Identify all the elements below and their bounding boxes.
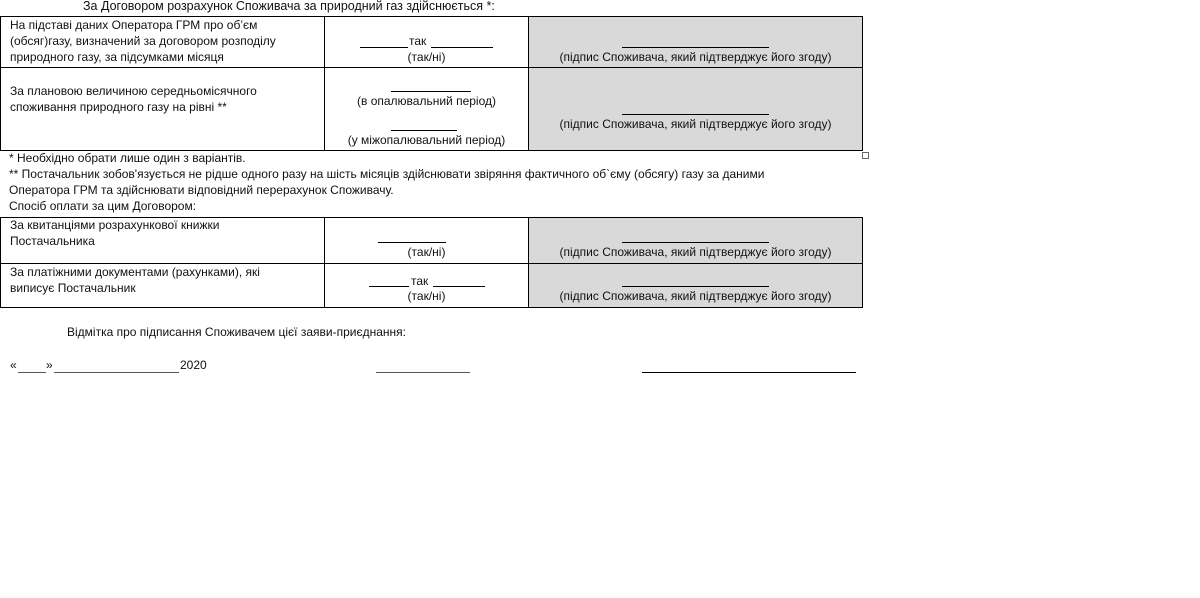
signature-caption: (підпис Споживача, який підтверджує його згоду) (559, 245, 832, 259)
payment-receipts-signature-cell[interactable] (529, 218, 863, 264)
signature-blank[interactable] (376, 372, 470, 373)
payment-calculation-heading: За Договором розрахунок Споживача за природний газ здійснюється *: (83, 0, 495, 13)
yes-no-hint: (так/ні) (407, 50, 446, 64)
non-heating-volume-blank-line[interactable] (391, 130, 457, 131)
option-planned-volume-label-cell (1, 68, 325, 151)
option-label-line: За плановою величиною середньомісячного (10, 84, 257, 98)
date-day-blank[interactable] (18, 372, 46, 373)
payment-invoices-label-cell (1, 264, 325, 308)
date-open-quote: « (10, 358, 17, 372)
option-label-line: (обсяг)газу, визначений за договором розподілу (10, 34, 276, 48)
option-label-line: Постачальника (10, 234, 95, 248)
date-year: 2020 (180, 358, 207, 372)
signing-mark-label: Відмітка про підписання Споживачем цієї заяви-приєднання: (67, 325, 406, 339)
date-close-quote: » (46, 358, 53, 372)
choice-blank-line[interactable] (369, 286, 409, 287)
heating-volume-blank-line[interactable] (391, 91, 471, 92)
note-reconciliation-line: Оператора ГРМ та здійснювати відповідний перерахунок Споживачу. (9, 183, 394, 197)
name-blank[interactable] (642, 372, 856, 373)
signature-line[interactable] (622, 114, 769, 115)
option-planned-volume-signature-cell[interactable] (529, 68, 863, 151)
choice-blank-line[interactable] (378, 242, 446, 243)
payment-receipts-choice-cell[interactable] (325, 218, 529, 264)
signature-line[interactable] (622, 47, 769, 48)
option-grm-data-signature-cell[interactable] (529, 17, 863, 68)
yes-no-hint: (так/ні) (407, 245, 446, 259)
yes-word: так (411, 274, 429, 288)
option-grm-data-label-cell (1, 17, 325, 68)
option-planned-volume-choice-cell[interactable] (325, 68, 529, 151)
choice-blank-line[interactable] (431, 47, 493, 48)
payment-invoices-choice-cell[interactable] (325, 264, 529, 308)
option-label-line: природного газу, за підсумками місяця (10, 50, 224, 64)
option-label-line: споживання природного газу на рівні ** (10, 100, 227, 114)
table-resize-handle[interactable] (862, 152, 869, 159)
option-label-line: виписує Постачальник (10, 281, 136, 295)
choice-blank-line[interactable] (433, 286, 485, 287)
yes-word: так (409, 34, 427, 48)
non-heating-period-label: (у міжопалювальний період) (347, 133, 506, 147)
signature-caption: (підпис Споживача, який підтверджує його згоду) (559, 50, 832, 64)
option-label-line: За платіжними документами (рахунками), які (10, 265, 260, 279)
calculation-method-table (0, 16, 863, 151)
signature-line[interactable] (622, 242, 769, 243)
yes-no-hint: (так/ні) (407, 289, 446, 303)
signature-caption: (підпис Споживача, який підтверджує його згоду) (559, 117, 832, 131)
payment-invoices-signature-cell[interactable] (529, 264, 863, 308)
note-reconciliation-line: ** Постачальник зобов'язується не рідше одного разу на шість місяців здійснювати звіряння фактичного об`єму (обсягу) газу за даними (9, 167, 765, 181)
payment-method-table (0, 217, 863, 308)
option-grm-data-choice-cell[interactable] (325, 17, 529, 68)
choice-blank-line[interactable] (360, 47, 408, 48)
signature-caption: (підпис Споживача, який підтверджує його згоду) (559, 289, 832, 303)
signature-line[interactable] (622, 286, 769, 287)
date-month-blank[interactable] (54, 372, 179, 373)
payment-method-heading: Спосіб оплати за цим Договором: (9, 199, 197, 213)
heating-period-label: (в опалювальний період) (356, 94, 496, 108)
payment-receipts-label-cell (1, 218, 325, 264)
note-choose-one: * Необхідно обрати лише один з варіантів. (9, 151, 246, 165)
option-label-line: На підставі даних Оператора ГРМ про об’єм (10, 18, 258, 32)
option-label-line: За квитанціями розрахункової книжки (10, 218, 220, 232)
